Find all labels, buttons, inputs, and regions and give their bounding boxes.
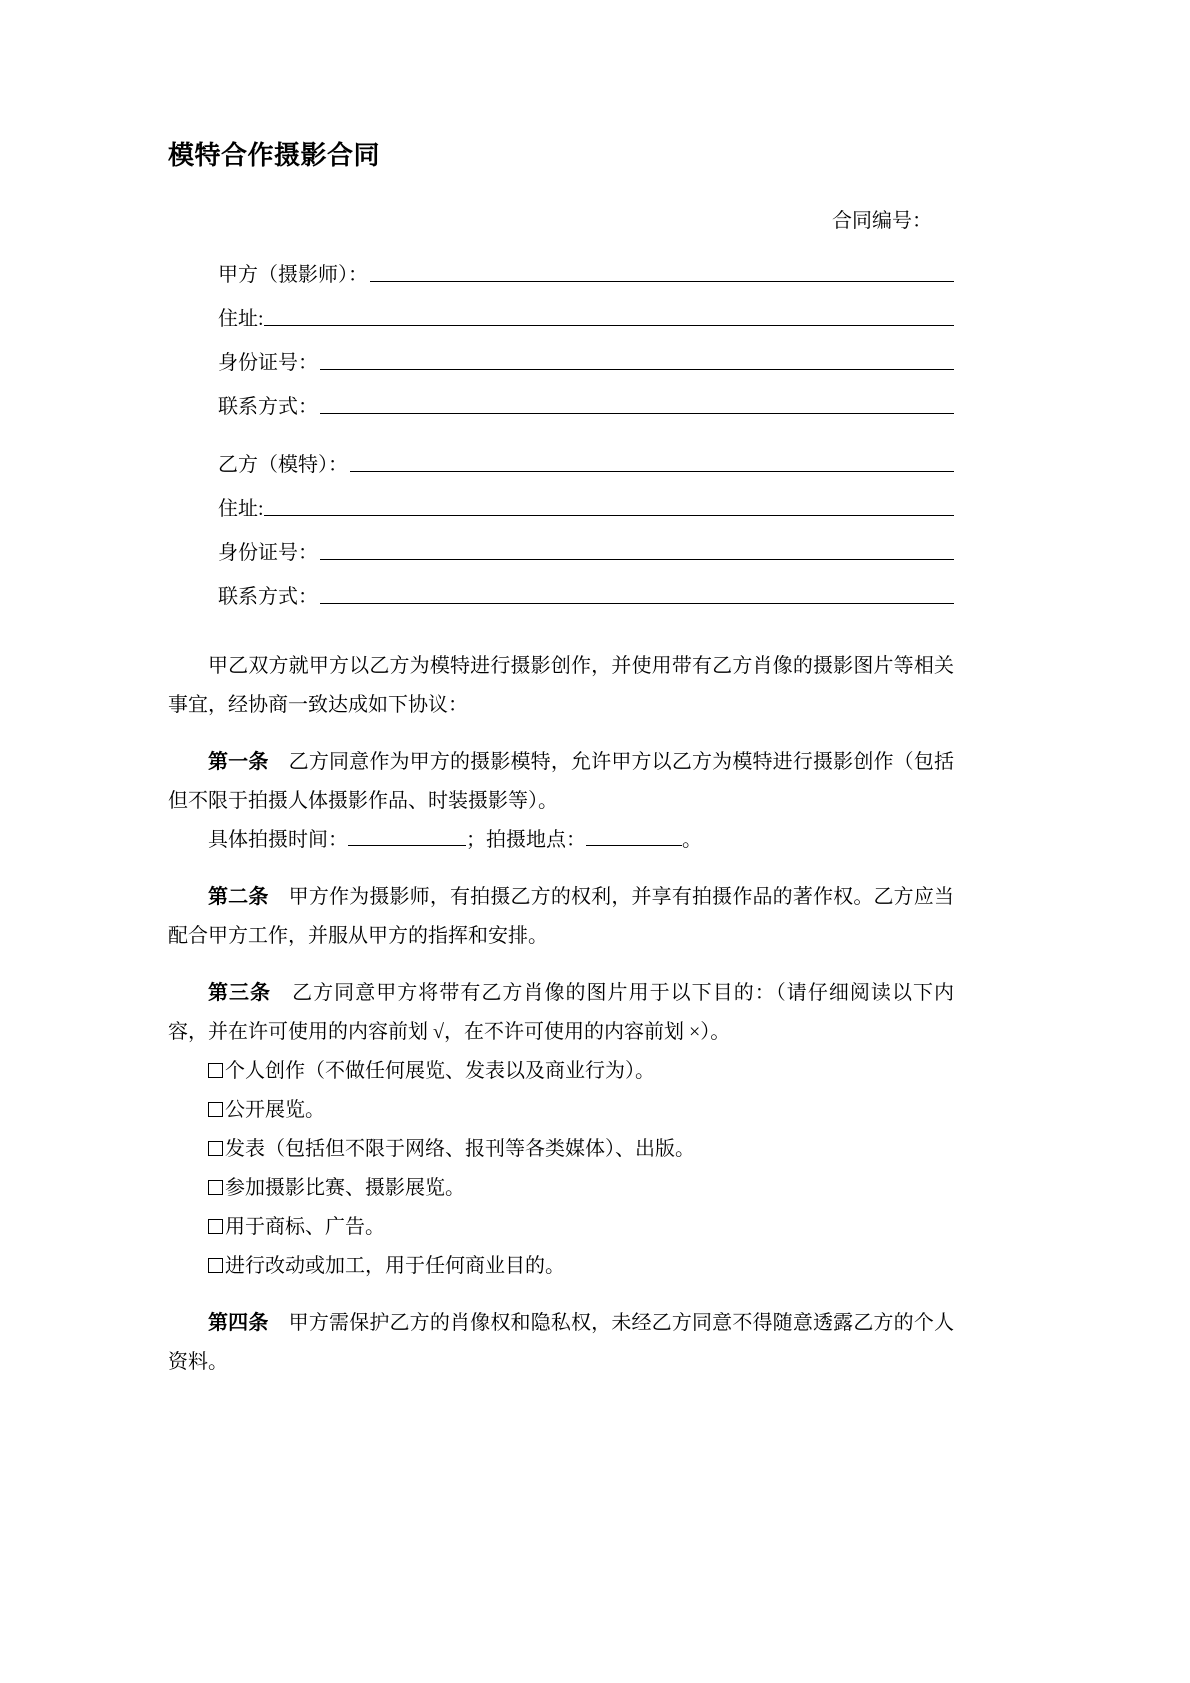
field-row-party-a-name — [218, 263, 954, 287]
field-row-party-a-contact — [218, 395, 954, 419]
checkbox-icon[interactable] — [208, 1141, 223, 1156]
usage-option-2[interactable] — [168, 1091, 954, 1130]
usage-option-6-label: 进行改动或加工，用于任何商业目的。 — [225, 1255, 565, 1278]
field-input-party-b-address[interactable] — [264, 514, 954, 516]
shoot-details-end-mark: 。 — [682, 829, 702, 852]
shoot-place-label: 拍摄地点： — [486, 829, 586, 852]
clause-2-number: 第二条 — [208, 886, 269, 909]
field-input-party-a-contact[interactable] — [320, 412, 954, 414]
field-label-party-b-contact: 联系方式： — [218, 586, 318, 609]
intro-paragraph: 甲乙双方就甲方以乙方为模特进行摄影创作，并使用带有乙方肖像的摄影图片等相关事宜，经协商一致达成如下协议： — [168, 655, 954, 717]
shoot-details-line — [168, 821, 954, 860]
clause-4 — [168, 1304, 954, 1382]
checkbox-icon[interactable] — [208, 1180, 223, 1195]
usage-option-5-label: 用于商标、广告。 — [225, 1216, 385, 1239]
checkbox-icon[interactable] — [208, 1258, 223, 1273]
shoot-time-input[interactable] — [348, 845, 466, 846]
usage-option-5[interactable] — [168, 1208, 954, 1247]
contract-number-row — [168, 207, 954, 235]
clause-4-number: 第四条 — [208, 1312, 269, 1335]
usage-option-1-label: 个人创作（不做任何展览、发表以及商业行为）。 — [225, 1060, 655, 1083]
field-row-party-a-address — [218, 307, 954, 331]
field-label-party-b-address: 住址: — [218, 498, 264, 521]
usage-option-4[interactable] — [168, 1169, 954, 1208]
clause-3-number: 第三条 — [208, 982, 272, 1005]
shoot-details-separator: ； — [466, 829, 486, 852]
usage-option-3-label: 发表（包括但不限于网络、报刊等各类媒体）、出版。 — [225, 1138, 695, 1161]
field-label-party-a-id: 身份证号： — [218, 352, 318, 375]
contract-number-label: 合同编号： — [832, 210, 932, 233]
field-row-party-a-id — [218, 351, 954, 375]
page-title: 模特合作摄影合同 — [168, 140, 381, 170]
field-row-party-b-contact — [218, 585, 954, 609]
clause-2-text: 甲方作为摄影师，有拍摄乙方的权利，并享有拍摄作品的著作权。乙方应当配合甲方工作，并服从甲方的指挥和安排。 — [168, 886, 954, 948]
field-label-party-a-contact: 联系方式： — [218, 396, 318, 419]
usage-options-list — [168, 1052, 954, 1286]
clause-4-text: 甲方需保护乙方的肖像权和隐私权，未经乙方同意不得随意透露乙方的个人资料。 — [168, 1312, 954, 1374]
clause-3-text: 乙方同意甲方将带有乙方肖像的图片用于以下目的：（请仔细阅读以下内容，并在许可使用的内容前划 √，在不许可使用的内容前划 ×）。 — [168, 982, 955, 1044]
usage-option-3[interactable] — [168, 1130, 954, 1169]
shoot-time-label: 具体拍摄时间： — [208, 829, 348, 852]
party-a-block — [168, 263, 954, 419]
checkbox-icon[interactable] — [208, 1063, 223, 1078]
usage-option-2-label: 公开展览。 — [225, 1099, 325, 1122]
clause-1-text: 乙方同意作为甲方的摄影模特，允许甲方以乙方为模特进行摄影创作（包括但不限于拍摄人体摄影作品、时装摄影等）。 — [168, 751, 954, 813]
clause-3 — [168, 974, 954, 1052]
field-row-party-b-name — [218, 453, 954, 477]
field-input-party-b-contact[interactable] — [320, 602, 954, 604]
checkbox-icon[interactable] — [208, 1219, 223, 1234]
field-input-party-a-address[interactable] — [264, 324, 954, 326]
field-input-party-a-name[interactable] — [370, 280, 954, 282]
field-label-party-b-id: 身份证号： — [218, 542, 318, 565]
field-input-party-b-name[interactable] — [350, 470, 954, 472]
clause-1-number: 第一条 — [208, 751, 269, 774]
field-row-party-b-id — [218, 541, 954, 565]
party-b-block — [168, 453, 954, 609]
usage-option-4-label: 参加摄影比赛、摄影展览。 — [225, 1177, 465, 1200]
checkbox-icon[interactable] — [208, 1102, 223, 1117]
field-input-party-b-id[interactable] — [320, 558, 954, 560]
clause-1 — [168, 743, 954, 821]
shoot-place-input[interactable] — [586, 845, 682, 846]
usage-option-6[interactable] — [168, 1247, 954, 1286]
field-label-party-a-address: 住址: — [218, 308, 264, 331]
field-label-party-b-name: 乙方（模特）： — [218, 454, 348, 477]
field-input-party-a-id[interactable] — [320, 368, 954, 370]
clause-2 — [168, 878, 954, 956]
usage-option-1[interactable] — [168, 1052, 954, 1091]
document-content — [168, 0, 954, 1382]
field-label-party-a-name: 甲方（摄影师）： — [218, 264, 368, 287]
field-row-party-b-address — [218, 497, 954, 521]
